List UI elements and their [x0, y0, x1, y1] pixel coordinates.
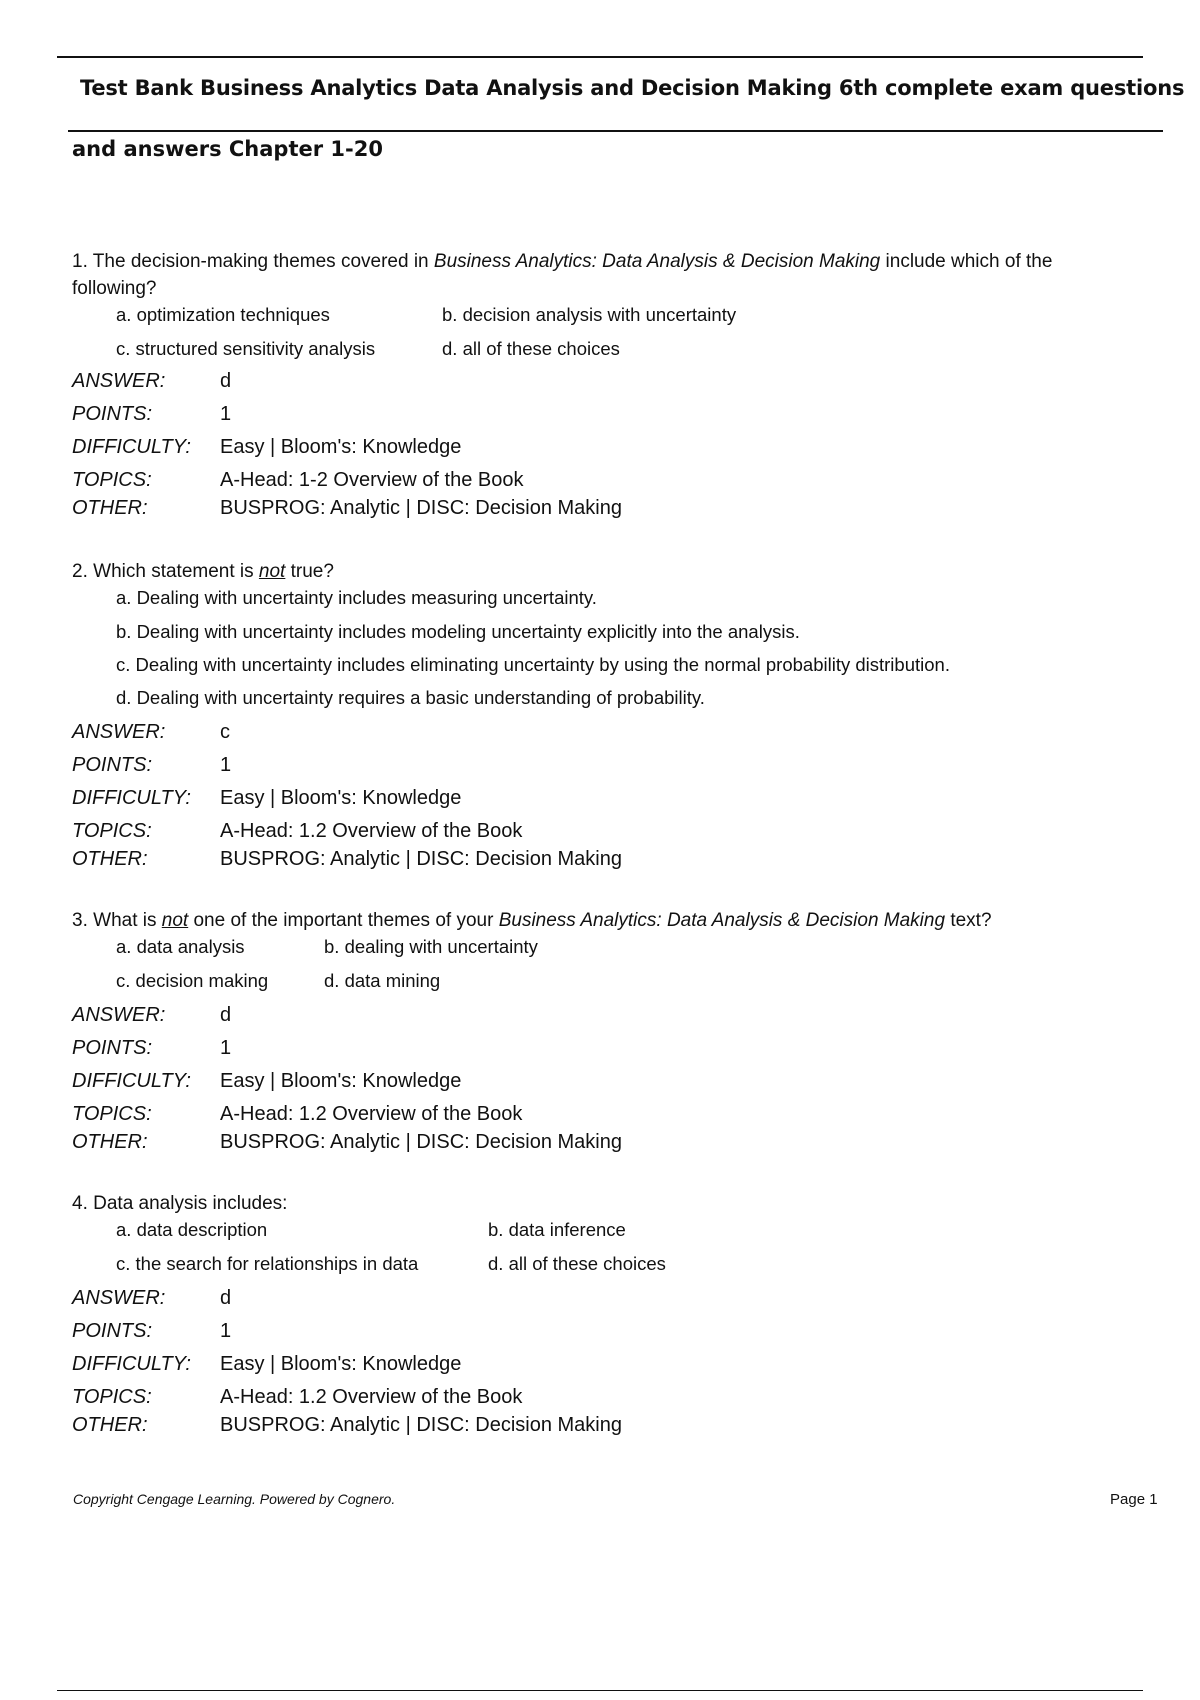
question-stem: 2. Which statement is not true? [72, 561, 334, 582]
page-number: Page 1 [1110, 1491, 1158, 1508]
title-underline [68, 130, 1163, 132]
choice-d: d. Dealing with uncertainty requires a basic understanding of probability. [116, 687, 705, 708]
difficulty-value: Easy | Bloom's: Knowledge [220, 1353, 462, 1375]
answer-value: d [220, 370, 232, 392]
choice-d: d. all of these choices [442, 338, 620, 359]
document-subtitle: and answers Chapter 1-20 [72, 137, 383, 161]
other-value: BUSPROG: Analytic | DISC: Decision Making [220, 497, 622, 519]
other-value: BUSPROG: Analytic | DISC: Decision Making [220, 1131, 622, 1153]
choice-a: a. Dealing with uncertainty includes measuring uncertainty. [116, 587, 597, 608]
choice-b: b. dealing with uncertainty [324, 936, 538, 957]
other-value: BUSPROG: Analytic | DISC: Decision Making [220, 1414, 622, 1436]
choice-c: c. Dealing with uncertainty includes eliminating uncertainty by using the normal probability distribution. [116, 654, 950, 675]
choice-a: a. data analysis [116, 936, 245, 957]
points-value: 1 [220, 403, 232, 425]
question-stem: 1. The decision-making themes covered in Business Analytics: Data Analysis & Decision Making include which of the following? [72, 251, 1053, 299]
copyright-footer: Copyright Cengage Learning. Powered by Cognero. [73, 1491, 396, 1507]
other-value: BUSPROG: Analytic | DISC: Decision Making [220, 848, 622, 870]
answer-value: c [220, 721, 230, 743]
choice-c: c. the search for relationships in data [116, 1253, 419, 1274]
question-stem: 4. Data analysis includes: [72, 1193, 288, 1214]
choice-c: c. decision making [116, 970, 269, 991]
choice-d: d. data mining [324, 970, 441, 991]
answer-value: d [220, 1287, 232, 1309]
topics-value: A-Head: 1.2 Overview of the Book [220, 1386, 523, 1408]
choice-b: b. data inference [488, 1219, 626, 1240]
choice-d: d. all of these choices [488, 1253, 666, 1274]
bottom-rule [57, 1690, 1143, 1691]
question-stem: 3. What is not one of the important themes of your Business Analytics: Data Analysis & Decision Making text? [72, 910, 992, 931]
points-value: 1 [220, 754, 232, 776]
topics-value: A-Head: 1.2 Overview of the Book [220, 1103, 523, 1125]
points-value: 1 [220, 1320, 232, 1342]
difficulty-value: Easy | Bloom's: Knowledge [220, 436, 462, 458]
difficulty-value: Easy | Bloom's: Knowledge [220, 787, 462, 809]
top-rule [57, 56, 1143, 58]
difficulty-value: Easy | Bloom's: Knowledge [220, 1070, 462, 1092]
answer-value: d [220, 1004, 232, 1026]
points-value: 1 [220, 1037, 232, 1059]
question-1: 1. The decision-making themes covered in Business Analytics: Data Analysis & Decision Making include which of the following? a. optimization techniques b. decision analysis with uncertainty c. structured sensitivity analysis d. all of these choices ANSWER: d POINTS: 1 DIFFICULTY: Easy | Bloom's: Knowledge TOPICS: A-Head: 1-2 Overview of the Book OTHER: BUSPROG: Analytic | DISC: Decision Making [72, 248, 1132, 302]
choice-a: a. data description [116, 1219, 268, 1240]
document-title: Test Bank Business Analytics Data Analysis and Decision Making 6th complete exam questions [80, 76, 1185, 100]
choice-c: c. structured sensitivity analysis [116, 338, 376, 359]
choice-b: b. decision analysis with uncertainty [442, 304, 737, 325]
choice-b: b. Dealing with uncertainty includes modeling uncertainty explicitly into the analysis. [116, 621, 800, 642]
topics-value: A-Head: 1.2 Overview of the Book [220, 820, 523, 842]
topics-value: A-Head: 1-2 Overview of the Book [220, 469, 524, 491]
choice-a: a. optimization techniques [116, 304, 330, 325]
